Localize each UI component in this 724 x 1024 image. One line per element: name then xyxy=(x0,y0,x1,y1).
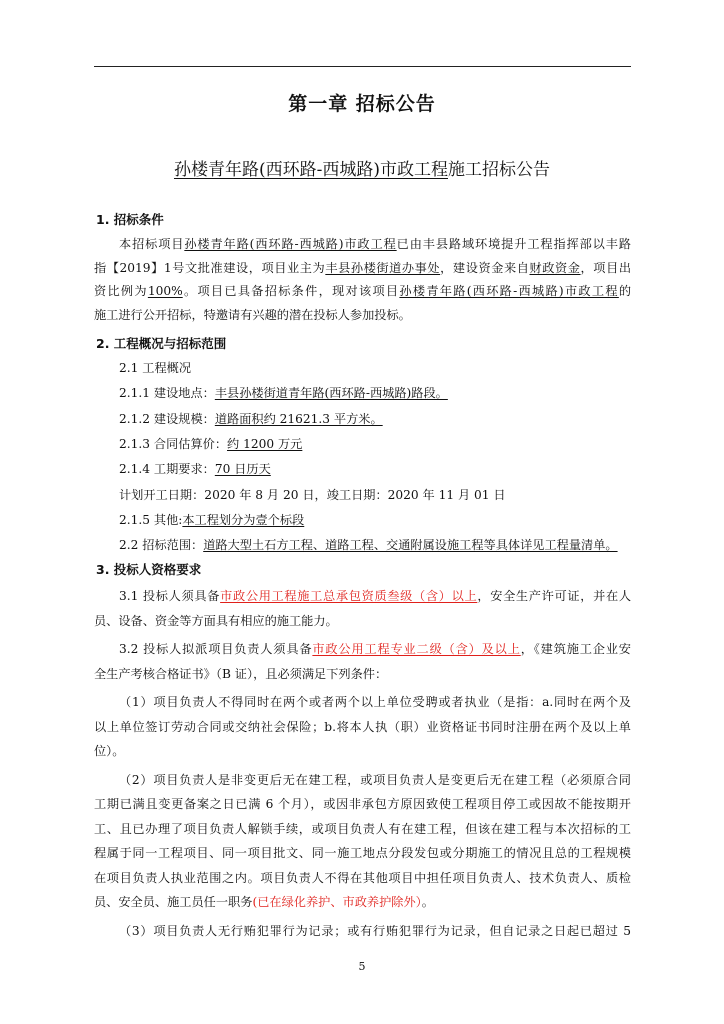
s2-item-duration: 2.1.4 工期要求：70 日历天 xyxy=(119,462,271,476)
chapter-title: 第一章 招标公告 xyxy=(288,93,436,115)
subtitle-suffix: 施工招标公告 xyxy=(448,160,550,180)
s1-line-4: 施工进行公开招标，特邀请有兴趣的潜在投标人参加投标。 xyxy=(94,307,411,322)
s3-c2-line-4: 程属于同一工程项目、同一项目批文、同一施工地点分段发包或分期施工的情况且总的工程规模 xyxy=(94,846,631,860)
s2-item-scope: 2.2 招标范围：道路大型土石方工程、道路工程、交通附属设施工程等具体详见工程量清单。 xyxy=(119,538,618,552)
announcement-title xyxy=(0,155,724,180)
s2-item-price: 2.1.3 合同估算价：约 1200 万元 xyxy=(119,437,303,451)
section-2-heading: 2. 工程概况与招标范围 xyxy=(96,336,227,351)
s3-p2-line-2: 全生产考核合格证书》（B 证），且必须满足下列条件： xyxy=(94,666,388,681)
s1-line-3: 资比例为100%。项目已具备招标条件，现对该项目孙楼青年路(西环路-西城路)市政工程的 xyxy=(94,284,632,298)
header-rule xyxy=(94,66,631,67)
s3-c2-line-6: 员、安全员、施工员任一职务(已在绿化养护、市政养护除外）。 xyxy=(94,895,434,909)
s1-line-1: 本招标项目孙楼青年路(西环路-西城路)市政工程已由丰县路域环境提升工程指挥部以丰路 xyxy=(119,237,631,251)
section-1-heading: 1. 招标条件 xyxy=(96,212,164,227)
s2-item-location: 2.1.1 建设地点：丰县孙楼街道青年路(西环路-西城路)路段。 xyxy=(119,386,448,400)
section-3-body xyxy=(94,584,631,943)
s3-c1-line-2: 以上单位签订劳动合同或交纳社会保险；b.将本人执（职）业资格证书同时注册在两个及以上单 xyxy=(94,719,631,734)
s3-p2-line-1: 3.2 投标人拟派项目负责人须具备市政公用工程专业二级（含）及以上，《建筑施工企业安 xyxy=(119,642,631,656)
s3-c2-line-1: （2）项目负责人是非变更后无在建工程，或项目负责人是变更后无在建工程（必须原合同 xyxy=(119,772,631,787)
s1-line-2: 指【2019】1号文批准建设，项目业主为丰县孙楼街道办事处，建设资金来自财政资金，项目出 xyxy=(94,260,632,275)
s2-item-scale: 2.1.2 建设规模：道路面积约 21621.3 平方米。 xyxy=(119,412,383,426)
s3-c3-line-1: （3）项目负责人无行贿犯罪行为记录；或有行贿犯罪行为记录，但自记录之日起已超过 5 xyxy=(119,923,631,938)
s2-item-overview: 2.1 工程概况 xyxy=(119,361,192,375)
page-number: 5 xyxy=(358,960,366,973)
s3-c2-line-2: 工期已满且变更备案之日已满 6 个月），或因非承包方原因致使工程项目停工或因故不能按期开 xyxy=(94,797,631,811)
s3-p1-line-2: 员、设备、资金等方面具有相应的施工能力。 xyxy=(94,613,338,628)
subtitle-project: 孙楼青年路(西环路-西城路)市政工程 xyxy=(173,160,448,180)
s3-c2-line-3: 工、且已办理了项目负责人解锁手续，或项目负责人有在建工程，但该在建工程与本次招标的工 xyxy=(94,821,631,836)
s3-c2-line-5: 在项目负责人执业范围之内。项目负责人不得在其他项目中担任项目负责人、技术负责人、质检 xyxy=(94,870,631,885)
section-3-heading: 3. 投标人资格要求 xyxy=(96,562,202,577)
section-1-body xyxy=(94,233,631,327)
s3-p1-line-1: 3.1 投标人须具备市政公用工程施工总承包资质叁级（含）以上，安全生产许可证，并在人 xyxy=(119,589,632,603)
s3-c1-line-3: 位）。 xyxy=(94,744,125,758)
s3-c1-line-1: （1）项目负责人不得同时在两个或者两个以上单位受聘或者执业（是指：a.同时在两个及 xyxy=(119,695,631,709)
s2-item-other: 2.1.5 其他:本工程划分为壹个标段 xyxy=(119,513,305,527)
s2-item-schedule: 计划开工日期：2020 年 8 月 20 日，竣工日期：2020 年 11 月 01 日 xyxy=(119,488,506,502)
